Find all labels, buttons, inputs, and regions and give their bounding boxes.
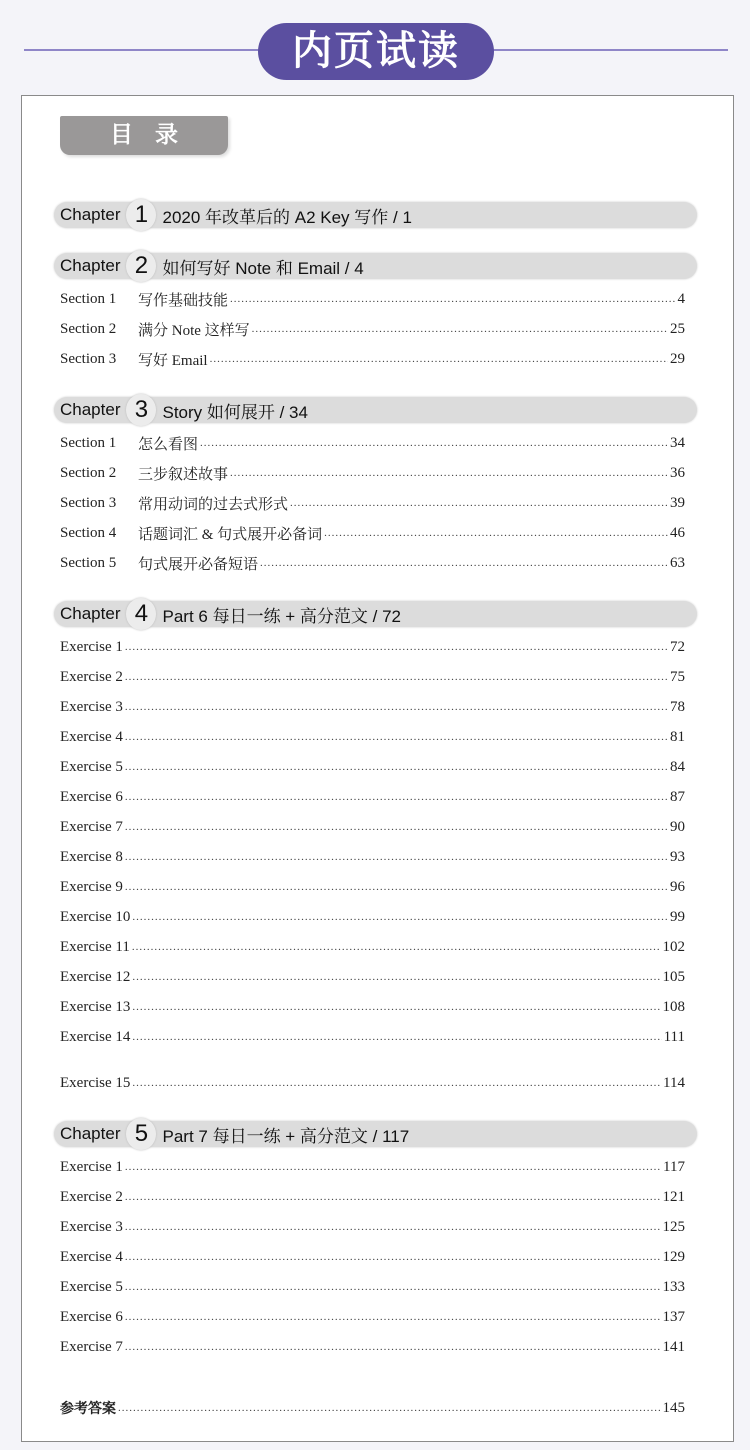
section-title: 满分 Note 这样写: [138, 322, 250, 339]
dot-leader: [125, 1191, 661, 1203]
exercise-entry[interactable]: [60, 1245, 685, 1269]
exercise-label: Exercise 12: [60, 968, 131, 985]
chapter-heading[interactable]: [54, 397, 697, 423]
chapter-number: 1: [126, 199, 156, 231]
chapter-title: Story 如何展开 / 34: [162, 402, 308, 422]
dot-leader: [324, 527, 668, 539]
exercise-entry[interactable]: [60, 1275, 685, 1299]
page-number: 25: [670, 320, 685, 337]
chapter-heading[interactable]: [54, 202, 697, 228]
exercise-entry[interactable]: [60, 905, 685, 929]
exercise-label: Exercise 13: [60, 998, 131, 1015]
exercise-entry[interactable]: [60, 845, 685, 869]
page-number: 125: [662, 1218, 685, 1235]
dot-leader: [125, 761, 668, 773]
chapter-title: Part 6 每日一练 + 高分范文 / 72: [162, 606, 402, 626]
chapter-label: Chapter: [60, 205, 121, 224]
chapter-number: 5: [126, 1118, 156, 1150]
dot-leader: [118, 1402, 661, 1414]
page-number: 93: [670, 848, 685, 865]
dot-leader: [132, 911, 668, 923]
section-entry[interactable]: [60, 491, 685, 515]
page-number: 96: [670, 878, 685, 895]
exercise-entry[interactable]: [60, 815, 685, 839]
section-label: Section 5: [60, 554, 117, 571]
chapter-label: Chapter: [60, 604, 121, 623]
exercise-entry[interactable]: [60, 635, 685, 659]
dot-leader: [230, 467, 668, 479]
chapter-number: 2: [126, 250, 156, 282]
exercise-label: Exercise 5: [60, 758, 123, 775]
page-number: 39: [670, 494, 685, 511]
section-label: Section 1: [60, 290, 117, 307]
dot-leader: [125, 1341, 661, 1353]
dot-leader: [132, 941, 661, 953]
section-label: Section 2: [60, 320, 117, 337]
exercise-entry[interactable]: [60, 1155, 685, 1179]
chapter-label: Chapter: [60, 1124, 121, 1143]
chapter-title: Part 7 每日一练 + 高分范文 / 117: [162, 1126, 410, 1146]
section-label: Section 2: [60, 464, 117, 481]
page-number: 46: [670, 524, 685, 541]
exercise-label: Exercise 2: [60, 1188, 123, 1205]
exercise-label: Exercise 7: [60, 818, 123, 835]
page-number: 137: [662, 1308, 685, 1325]
section-title: 三步叙述故事: [138, 466, 229, 483]
dot-leader: [125, 1251, 661, 1263]
exercise-entry[interactable]: [60, 1025, 685, 1049]
dot-leader: [210, 353, 668, 365]
toc-heading: 目录: [60, 116, 228, 155]
exercise-entry[interactable]: [60, 1215, 685, 1239]
section-entry[interactable]: [60, 347, 685, 371]
exercise-entry[interactable]: [60, 725, 685, 749]
exercise-label: Exercise 7: [60, 1338, 123, 1355]
exercise-label: Exercise 1: [60, 638, 123, 655]
section-title: 写好 Email: [138, 352, 208, 369]
dot-leader: [132, 1077, 661, 1089]
exercise-entry[interactable]: [60, 785, 685, 809]
chapter-label: Chapter: [60, 256, 121, 275]
chapter-title: 如何写好 Note 和 Email / 4: [162, 258, 364, 278]
page-number: 84: [670, 758, 685, 775]
section-title: 常用动词的过去式形式: [138, 496, 289, 513]
exercise-label: Exercise 10: [60, 908, 131, 925]
exercise-label: Exercise 5: [60, 1278, 123, 1295]
section-title: 怎么看图: [138, 436, 199, 453]
exercise-entry[interactable]: [60, 1185, 685, 1209]
exercise-label: Exercise 6: [60, 788, 123, 805]
page-number: 63: [670, 554, 685, 571]
dot-leader: [252, 323, 668, 335]
exercise-entry[interactable]: [60, 875, 685, 899]
dot-leader: [125, 1221, 661, 1233]
page-number: 72: [670, 638, 685, 655]
dot-leader: [125, 791, 668, 803]
exercise-entry[interactable]: [60, 1071, 685, 1095]
dot-leader: [132, 1031, 661, 1043]
page-number: 111: [663, 1028, 685, 1045]
page-number: 34: [670, 434, 685, 451]
page-number: 117: [663, 1158, 685, 1175]
exercise-entry[interactable]: [60, 1335, 685, 1359]
page-number: 99: [670, 908, 685, 925]
page-number: 102: [662, 938, 685, 955]
dot-leader: [125, 641, 668, 653]
page-number: 81: [670, 728, 685, 745]
exercise-label: Exercise 4: [60, 728, 123, 745]
section-label: Section 3: [60, 494, 117, 511]
page-number: 114: [663, 1074, 685, 1091]
exercise-entry[interactable]: [60, 695, 685, 719]
dot-leader: [125, 851, 668, 863]
dot-leader: [290, 497, 668, 509]
page-number: 90: [670, 818, 685, 835]
page-number: 145: [662, 1399, 685, 1416]
dot-leader: [125, 821, 668, 833]
dot-leader: [125, 1311, 661, 1323]
chapter-heading[interactable]: [54, 253, 697, 279]
chapter-number: 4: [126, 598, 156, 630]
dot-leader: [230, 293, 675, 305]
page-number: 105: [662, 968, 685, 985]
exercise-label: Exercise 3: [60, 698, 123, 715]
page-title: 内页试读: [258, 23, 494, 80]
exercise-entry[interactable]: [60, 665, 685, 689]
page-number: 29: [670, 350, 685, 367]
exercise-label: Exercise 15: [60, 1074, 131, 1091]
exercise-entry[interactable]: [60, 965, 685, 989]
page-number: 4: [677, 290, 685, 307]
exercise-label: Exercise 9: [60, 878, 123, 895]
page-number: 129: [662, 1248, 685, 1265]
exercise-label: Exercise 3: [60, 1218, 123, 1235]
section-label: Section 3: [60, 350, 117, 367]
exercise-entry[interactable]: [60, 935, 685, 959]
exercise-label: Exercise 14: [60, 1028, 131, 1045]
dot-leader: [260, 557, 668, 569]
dot-leader: [125, 731, 668, 743]
dot-leader: [132, 1001, 660, 1013]
page-number: 141: [662, 1338, 685, 1355]
exercise-label: Exercise 6: [60, 1308, 123, 1325]
section-label: Section 1: [60, 434, 117, 451]
section-title: 写作基础技能: [138, 292, 229, 309]
dot-leader: [125, 881, 668, 893]
section-entry[interactable]: [60, 317, 685, 341]
section-entry[interactable]: [60, 521, 685, 545]
exercise-label: Exercise 4: [60, 1248, 123, 1265]
page-number: 87: [670, 788, 685, 805]
dot-leader: [125, 1161, 661, 1173]
page-number: 108: [662, 998, 685, 1015]
dot-leader: [125, 671, 668, 683]
page-number: 78: [670, 698, 685, 715]
chapter-title: 2020 年改革后的 A2 Key 写作 / 1: [162, 207, 412, 227]
section-label: Section 4: [60, 524, 117, 541]
exercise-entry[interactable]: [60, 755, 685, 779]
section-entry[interactable]: [60, 431, 685, 455]
exercise-label: Exercise 8: [60, 848, 123, 865]
section-entry[interactable]: [60, 287, 685, 311]
section-entry[interactable]: [60, 461, 685, 485]
page-number: 133: [662, 1278, 685, 1295]
dot-leader: [132, 971, 660, 983]
exercise-label: Exercise 2: [60, 668, 123, 685]
exercise-label: Exercise 11: [60, 938, 130, 955]
dot-leader: [125, 701, 668, 713]
section-title: 话题词汇 & 句式展开必备词: [138, 526, 323, 543]
answer-entry[interactable]: [60, 1396, 685, 1420]
chapter-heading[interactable]: [54, 1121, 697, 1147]
page-number: 36: [670, 464, 685, 481]
chapter-label: Chapter: [60, 400, 121, 419]
section-title: 句式展开必备短语: [138, 556, 259, 573]
exercise-label: Exercise 1: [60, 1158, 123, 1175]
answer-label: 参考答案: [60, 1401, 116, 1417]
exercise-entry[interactable]: [60, 995, 685, 1019]
chapter-heading[interactable]: [54, 601, 697, 627]
page-number: 121: [662, 1188, 685, 1205]
exercise-entry[interactable]: [60, 1305, 685, 1329]
page-number: 75: [670, 668, 685, 685]
dot-leader: [125, 1281, 661, 1293]
dot-leader: [200, 437, 668, 449]
section-entry[interactable]: [60, 551, 685, 575]
chapter-number: 3: [126, 394, 156, 426]
